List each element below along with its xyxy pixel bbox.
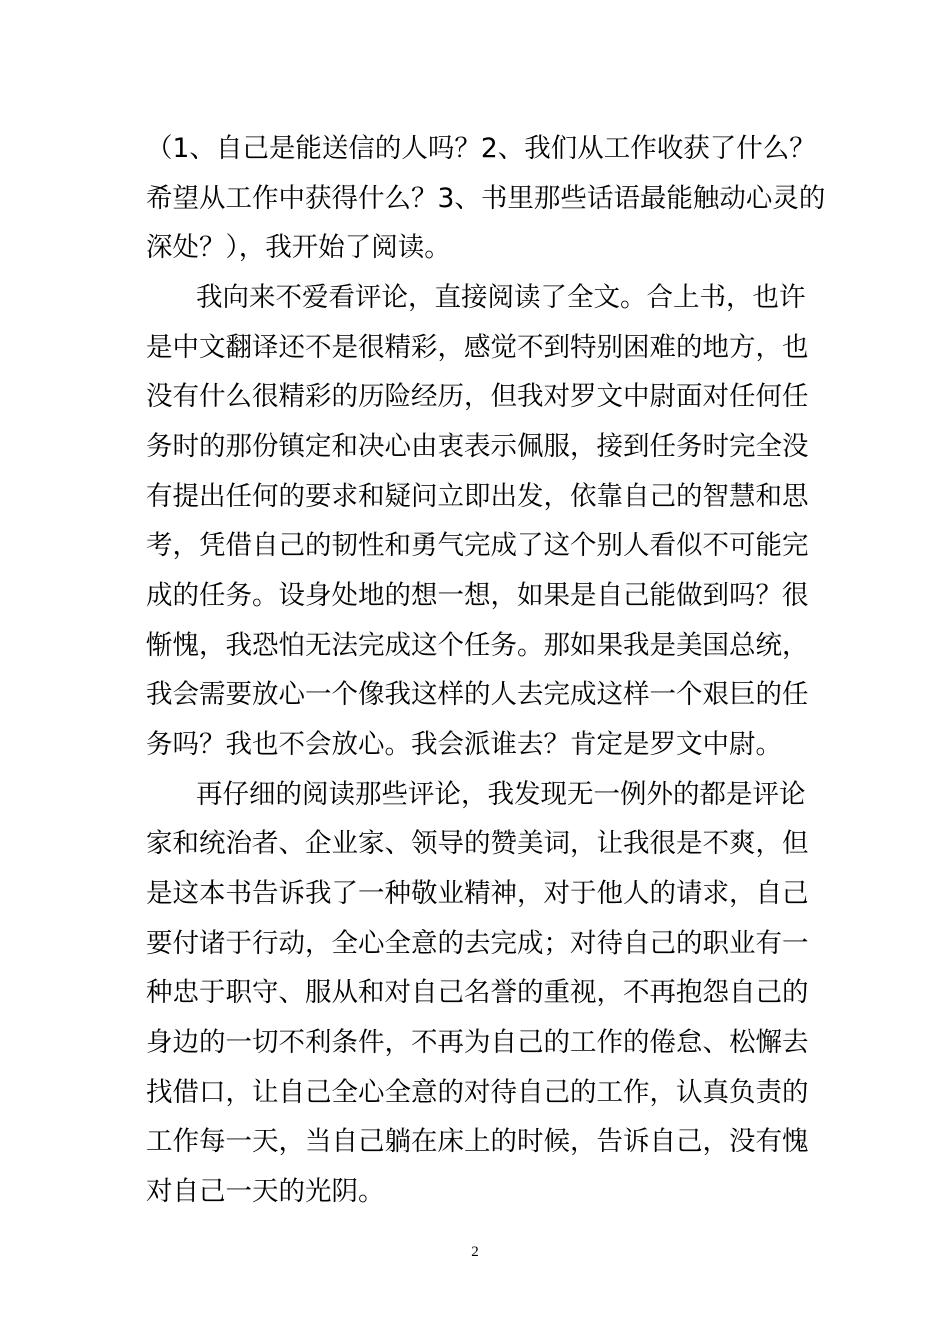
paragraph-first-line: 再仔细的阅读那些评论，我发现无一例外的都是评论: [196, 779, 806, 810]
text-line: 种忠于职守、服从和对自己名誉的重视，不再抱怨自己的: [146, 977, 809, 1008]
text-line: 深处？），我开始了阅读。: [146, 232, 451, 263]
text-line: 有提出任何的要求和疑问立即出发，依靠自己的智慧和思: [146, 481, 809, 512]
text-line: 对自己一天的光阴。: [146, 1176, 385, 1207]
text-line: 成的任务。设身处地的想一想，如果是自己能做到吗？很: [146, 580, 809, 611]
text-line: 要付诸于行动，全心全意的去完成；对待自己的职业有一: [146, 928, 809, 959]
text-line: 身边的一切不利条件，不再为自己的工作的倦怠、松懈去: [146, 1027, 809, 1058]
text-line: 我会需要放心一个像我这样的人去完成这样一个艰巨的任: [146, 679, 809, 710]
text-line: 是这本书告诉我了一种敬业精神，对于他人的请求，自己: [146, 878, 809, 909]
text-line: 工作每一天，当自己躺在床上的时候，告诉自己，没有愧: [146, 1126, 809, 1157]
paragraph-first-line: 我向来不爱看评论，直接阅读了全文。合上书，也许: [196, 282, 806, 313]
text-line: 找借口，让自己全心全意的对待自己的工作，认真负责的: [146, 1077, 809, 1108]
text-line: 务时的那份镇定和决心由衷表示佩服，接到任务时完全没: [146, 431, 809, 462]
text-line: 没有什么很精彩的历险经历，但我对罗文中尉面对任何任: [146, 381, 809, 412]
page-number: 2: [471, 1244, 479, 1260]
text-line: 希望从工作中获得什么？3、书里那些话语最能触动心灵的: [146, 183, 826, 214]
text-line: 是中文翻译还不是很精彩，感觉不到特别困难的地方，也: [146, 332, 809, 363]
text-line: 务吗？我也不会放心。我会派谁去？肯定是罗文中尉。: [146, 729, 782, 760]
text-line: 惭愧，我恐怕无法完成这个任务。那如果我是美国总统，: [146, 630, 809, 661]
text-line: （1、自己是能送信的人吗？2、我们从工作收获了什么？: [146, 133, 816, 164]
text-line: 家和统治者、企业家、领导的赞美词，让我很是不爽，但: [146, 828, 809, 859]
text-line: 考，凭借自己的韧性和勇气完成了这个别人看似不可能完: [146, 530, 809, 561]
